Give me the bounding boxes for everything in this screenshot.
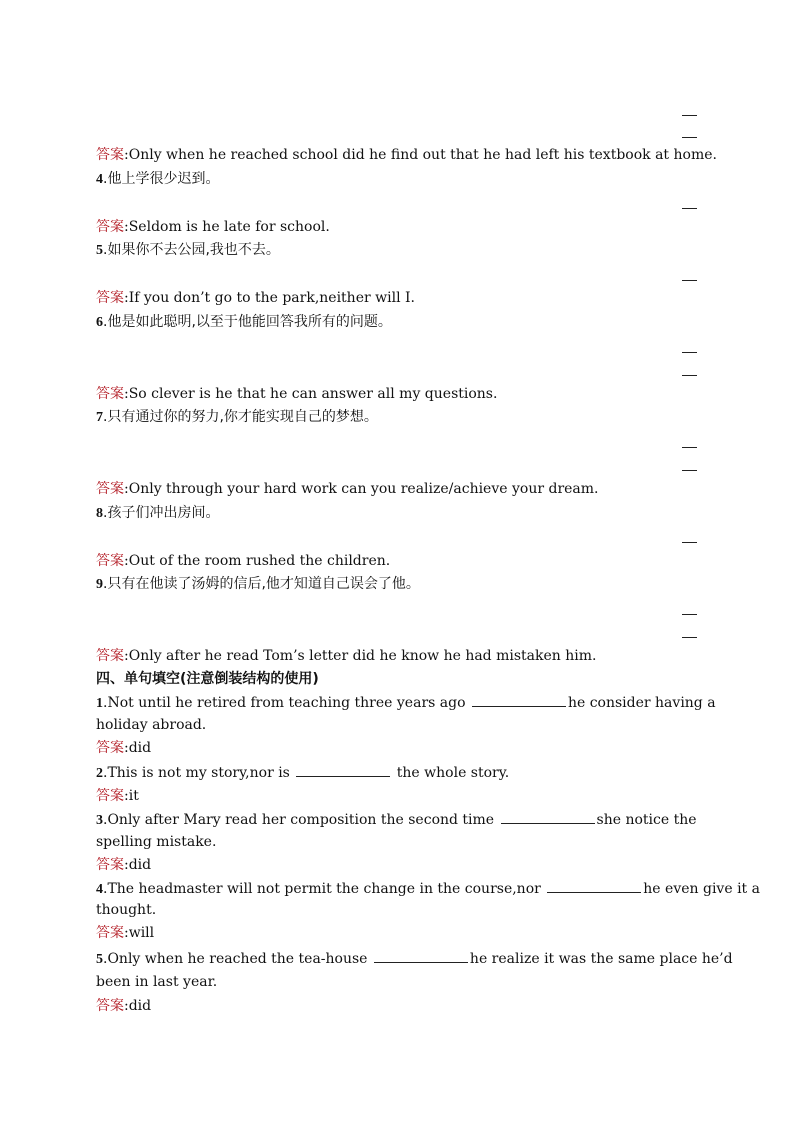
answer-q8: 答案:Out of the room rushed the children. — [96, 553, 391, 569]
answer-q4: 答案:Seldom is he late for school. — [96, 219, 330, 235]
fill-item-3-cont: spelling mistake. — [96, 834, 217, 850]
fill-item-1-cont: holiday abroad. — [96, 717, 207, 733]
answer-q3: 答案:Only when he reached school did he find out that he had left his textbook at home. — [96, 147, 717, 163]
answer-line — [682, 542, 697, 543]
answer-line — [682, 137, 697, 138]
answer-blank[interactable] — [501, 809, 595, 824]
fill-item-2: 2.This is not my story,nor is the whole story. — [96, 762, 698, 784]
answer-line — [682, 280, 697, 281]
fill-item-4: 4.The headmaster will not permit the change in the course,nor he even give it a — [96, 878, 698, 900]
question-5: 5.如果你不去公园,我也不去。 — [96, 242, 280, 258]
answer-fill-3: 答案:did — [96, 857, 152, 873]
answer-fill-5: 答案:did — [96, 998, 152, 1014]
answer-fill-1: 答案:did — [96, 740, 152, 756]
fill-item-5: 5.Only when he reached the tea-house he realize it was the same place he’d — [96, 948, 698, 970]
answer-line — [682, 375, 697, 376]
question-6: 6.他是如此聪明,以至于他能回答我所有的问题。 — [96, 314, 392, 330]
answer-blank[interactable] — [374, 948, 468, 963]
fill-item-5-cont: been in last year. — [96, 974, 218, 990]
question-4: 4.他上学很少迟到。 — [96, 171, 220, 187]
fill-item-3: 3.Only after Mary read her composition the second time she notice the — [96, 809, 698, 831]
question-8: 8.孩子们冲出房间。 — [96, 505, 220, 521]
answer-q7: 答案:Only through your hard work can you realize/achieve your dream. — [96, 481, 599, 497]
answer-q6: 答案:So clever is he that he can answer all my questions. — [96, 386, 498, 402]
answer-line — [682, 115, 697, 116]
answer-line — [682, 470, 697, 471]
answer-q9: 答案:Only after he read Tom’s letter did he know he had mistaken him. — [96, 648, 597, 664]
answer-line — [682, 614, 697, 615]
answer-line — [682, 352, 697, 353]
fill-item-4-cont: thought. — [96, 902, 157, 918]
answer-fill-2: 答案:it — [96, 788, 139, 804]
answer-line — [682, 208, 697, 209]
answer-line — [682, 637, 697, 638]
answer-blank[interactable] — [472, 692, 566, 707]
answer-line — [682, 447, 697, 448]
question-9: 9.只有在他读了汤姆的信后,他才知道自己误会了他。 — [96, 576, 420, 592]
question-7: 7.只有通过你的努力,你才能实现自己的梦想。 — [96, 409, 378, 425]
section-heading: 四、单句填空(注意倒装结构的使用) — [96, 671, 319, 687]
fill-item-1: 1.Not until he retired from teaching three years ago he consider having a — [96, 692, 698, 714]
answer-q5: 答案:If you don’t go to the park,neither will I. — [96, 290, 415, 306]
answer-blank[interactable] — [296, 762, 390, 777]
answer-blank[interactable] — [547, 878, 641, 893]
answer-fill-4: 答案:will — [96, 925, 155, 941]
